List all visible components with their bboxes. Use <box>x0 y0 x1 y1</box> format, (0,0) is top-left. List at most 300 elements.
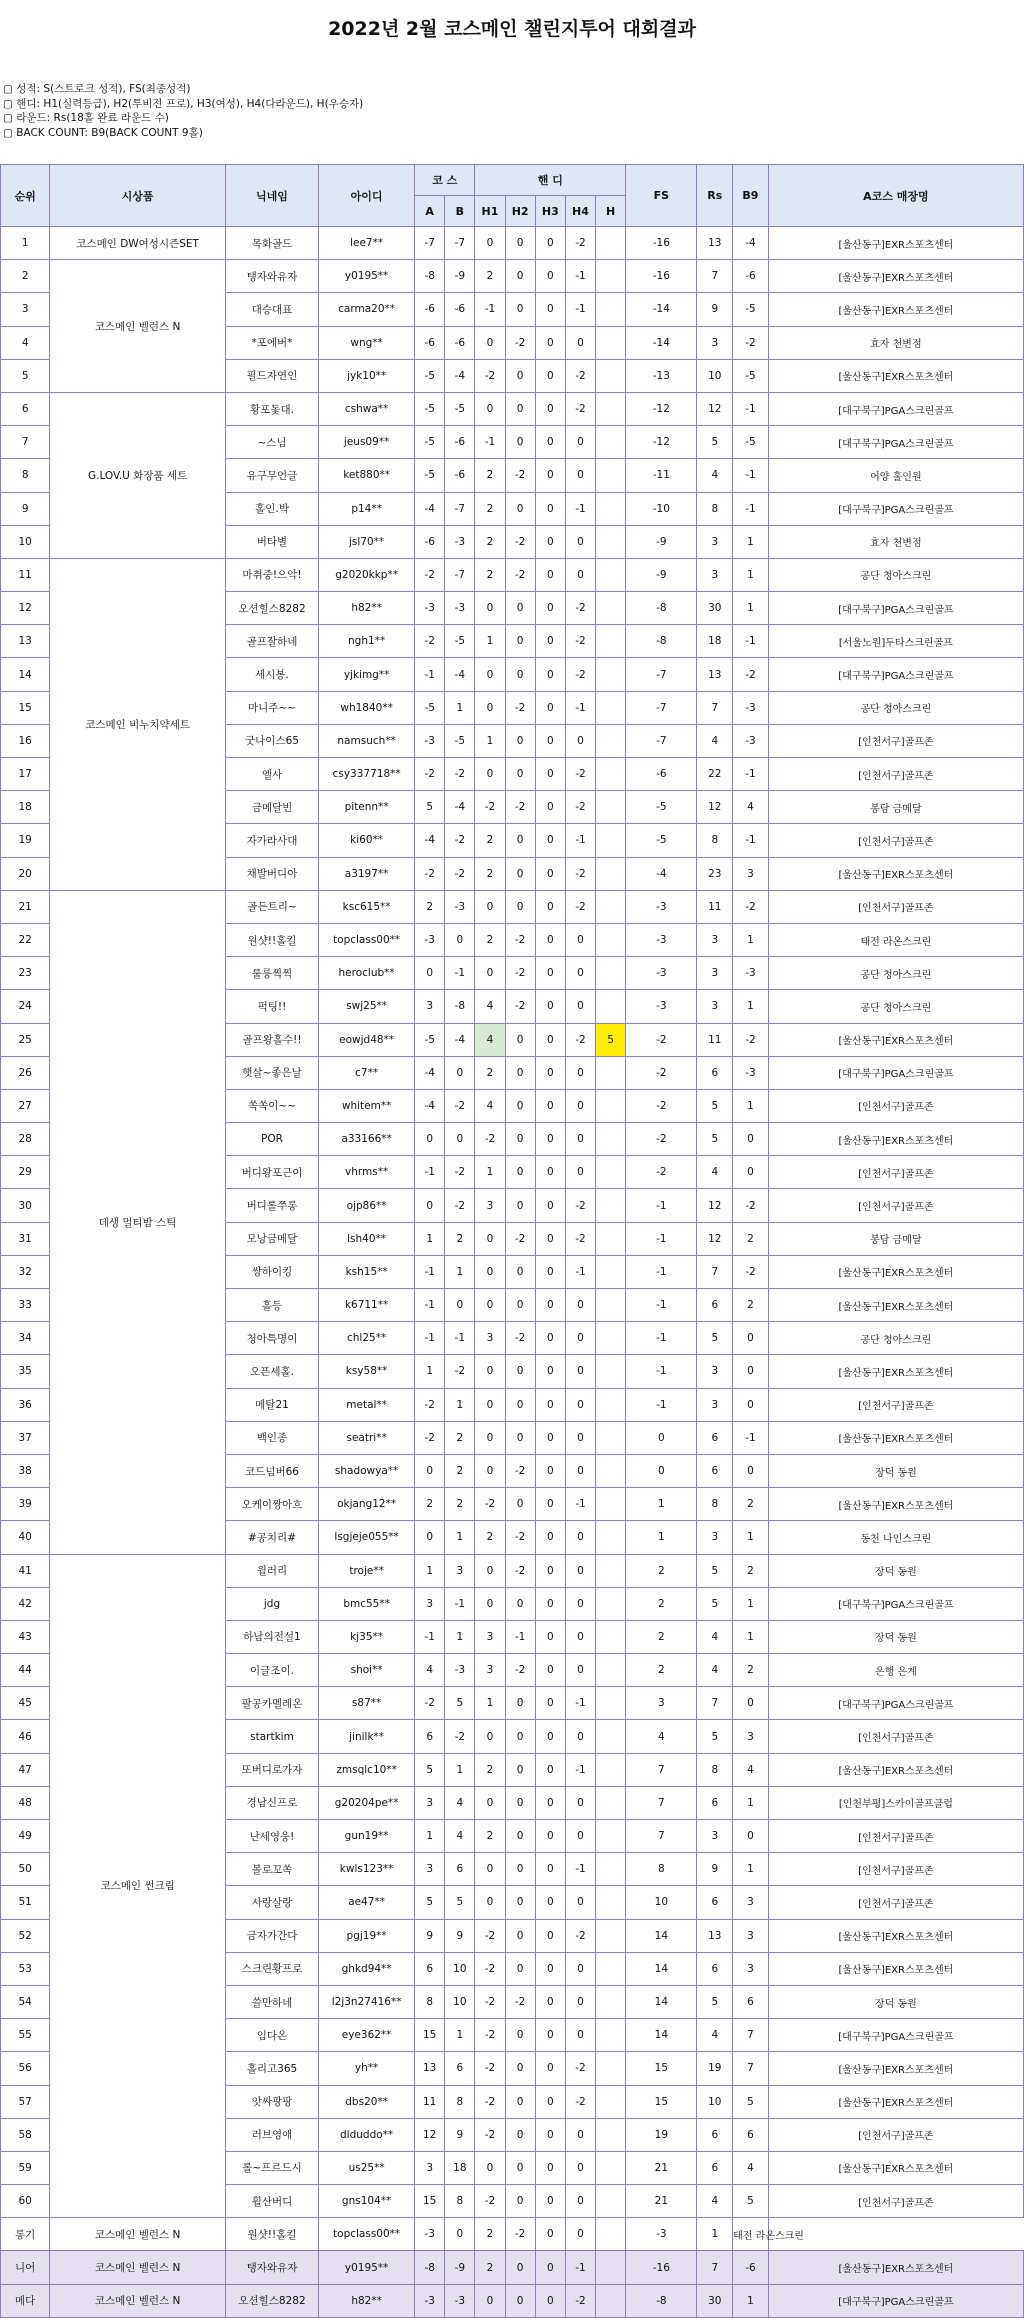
cell-fs: -3 <box>626 990 697 1023</box>
cell-id: y0195** <box>319 260 415 293</box>
cell-b9: -6 <box>733 260 769 293</box>
cell-fs: -2 <box>626 1089 697 1122</box>
cell-a: topclass00** <box>319 2218 415 2251</box>
cell-h3: 0 <box>535 1222 565 1255</box>
cell-h2: -2 <box>505 957 535 990</box>
cell-fs: -2 <box>626 1056 697 1089</box>
cell-b9: -2 <box>733 1255 769 1288</box>
cell-a: 15 <box>415 2185 445 2218</box>
cell-fs: -1 <box>626 1289 697 1322</box>
cell-h3: 0 <box>535 1952 565 1985</box>
cell-b: 6 <box>445 2052 475 2085</box>
cell-h2: 0 <box>505 227 535 260</box>
cell-h3: 0 <box>535 1289 565 1322</box>
cell-a: -2 <box>415 758 445 791</box>
cell-shop: [대구북구]PGA스크린골프 <box>768 2284 1023 2317</box>
cell-nickname: 임다온 <box>225 2019 318 2052</box>
cell-rank: 9 <box>1 492 50 525</box>
cell-id: ksy58** <box>319 1355 415 1388</box>
cell-b9: 0 <box>733 1820 769 1853</box>
cell-rs: 7 <box>697 1255 733 1288</box>
cell-h4: -1 <box>565 1255 595 1288</box>
cell-rs: 4 <box>697 1654 733 1687</box>
cell-b: 0 <box>445 1289 475 1322</box>
cell-rs: 11 <box>697 1023 733 1056</box>
cell-nickname: 골프왕홀수!! <box>225 1023 318 1056</box>
cell-id: gun19** <box>319 1820 415 1853</box>
cell-fs: 1 <box>626 1488 697 1521</box>
cell-h4: 0 <box>565 990 595 1023</box>
cell-fs: -16 <box>626 2251 697 2284</box>
cell-h3: 0 <box>535 1023 565 1056</box>
table-row <box>1 2251 1024 2284</box>
cell-rank: 6 <box>1 392 50 425</box>
cell-shop: [울산동구]EXR스포츠센터 <box>768 227 1023 260</box>
cell-h2: 0 <box>505 824 535 857</box>
cell-shop: 효자 천변점 <box>768 326 1023 359</box>
cell-a: -5 <box>415 1023 445 1056</box>
cell-a: -3 <box>415 592 445 625</box>
cell-h1: 0 <box>475 227 505 260</box>
cell-b: 10 <box>445 1985 475 2018</box>
cell-a: 1 <box>415 1222 445 1255</box>
cell-shop: [인천서구]골프존 <box>768 1189 1023 1222</box>
cell-a: -5 <box>415 392 445 425</box>
cell-h2: 0 <box>505 1919 535 1952</box>
cell-b: 5 <box>445 1687 475 1720</box>
cell-a: 5 <box>415 791 445 824</box>
cell-nickname: 세시봉. <box>225 658 318 691</box>
cell-rs: 11 <box>697 890 733 923</box>
cell-b: 10 <box>445 1952 475 1985</box>
cell-b: 5 <box>445 1886 475 1919</box>
cell-b: -8 <box>445 990 475 1023</box>
cell-nickname: 오픈세홀. <box>225 1355 318 1388</box>
cell-h2: 0 <box>505 1421 535 1454</box>
cell-nickname: 목화골드 <box>225 227 318 260</box>
cell-nickname: 골든트리~ <box>225 890 318 923</box>
cell-b: -1 <box>445 1322 475 1355</box>
cell-b: -3 <box>415 2218 445 2251</box>
cell-b: 0 <box>445 1056 475 1089</box>
cell-b9: 0 <box>733 1322 769 1355</box>
cell-shop: [인천서구]골프존 <box>768 1720 1023 1753</box>
cell-rs: 3 <box>697 957 733 990</box>
cell-a: 9 <box>415 1919 445 1952</box>
cell-rank: 니어 <box>1 2251 50 2284</box>
cell-a: -2 <box>415 857 445 890</box>
cell-h3: 0 <box>535 1720 565 1753</box>
cell-a: 3 <box>415 1853 445 1886</box>
cell-a: -6 <box>415 525 445 558</box>
cell-h3: 0 <box>535 525 565 558</box>
cell-h4: -2 <box>565 890 595 923</box>
cell-shop: [인천부평]스카이골프클럽 <box>768 1786 1023 1819</box>
cell-nickname: 채발버디아 <box>225 857 318 890</box>
cell-h1: 2 <box>475 1753 505 1786</box>
cell-fs: 2 <box>626 1587 697 1620</box>
cell-rs: 9 <box>697 293 733 326</box>
cell-h2: 0 <box>505 890 535 923</box>
cell-b: -7 <box>445 492 475 525</box>
cell-fs: -4 <box>626 857 697 890</box>
cell-h1: -2 <box>475 1123 505 1156</box>
cell-h4: 0 <box>565 1289 595 1322</box>
cell-a: -4 <box>415 1056 445 1089</box>
cell-h4: 0 <box>565 2151 595 2184</box>
cell-a: -5 <box>415 426 445 459</box>
cell-shop: [대구북구]PGA스크린골프 <box>768 1587 1023 1620</box>
cell-id: c7** <box>319 1056 415 1089</box>
cell-h1: 4 <box>475 1023 505 1056</box>
cell-shop: [울산동구]EXR스포츠센터 <box>768 1255 1023 1288</box>
cell-nickname: 쓸만하네 <box>225 1985 318 2018</box>
cell-id: heroclub** <box>319 957 415 990</box>
cell-h3: 0 <box>535 1355 565 1388</box>
cell-a: 4 <box>415 1654 445 1687</box>
cell-h1: 2 <box>475 2251 505 2284</box>
header-prize: 시상품 <box>50 165 226 227</box>
cell-h1: 2 <box>475 857 505 890</box>
cell-h4: -2 <box>565 2052 595 2085</box>
cell-id: gns104** <box>319 2185 415 2218</box>
cell-a: 2 <box>415 890 445 923</box>
cell-a: -8 <box>415 260 445 293</box>
cell-h4: 0 <box>565 1123 595 1156</box>
cell-b9: -1 <box>733 459 769 492</box>
cell-id: chl25** <box>319 1322 415 1355</box>
cell-rank: 60 <box>1 2185 50 2218</box>
cell-h <box>596 1156 626 1189</box>
cell-h <box>596 658 626 691</box>
cell-h2: -2 <box>505 525 535 558</box>
cell-rank: 21 <box>1 890 50 923</box>
cell-h1: 1 <box>475 1156 505 1189</box>
cell-h <box>596 359 626 392</box>
cell-id: jeus09** <box>319 426 415 459</box>
cell-h3: 0 <box>535 923 565 956</box>
cell-rs: 19 <box>697 2052 733 2085</box>
cell-b9: -5 <box>733 293 769 326</box>
cell-id: bmc55** <box>319 1587 415 1620</box>
cell-nickname: 경남신프로 <box>225 1786 318 1819</box>
cell-h1: 1 <box>475 724 505 757</box>
cell-id: whitem** <box>319 1089 415 1122</box>
cell-h <box>596 1554 626 1587</box>
cell-id: okjang12** <box>319 1488 415 1521</box>
cell-b9: 1 <box>733 2284 769 2317</box>
cell-h3: 0 <box>535 1654 565 1687</box>
cell-shop: 태전 라온스크린 <box>768 923 1023 956</box>
cell-h <box>596 1421 626 1454</box>
cell-h2: 0 <box>505 1687 535 1720</box>
cell-h2: -2 <box>505 1554 535 1587</box>
cell-nickname: 쏙쏙이~~ <box>225 1089 318 1122</box>
cell-fs: -7 <box>626 691 697 724</box>
cell-h2: -2 <box>505 1454 535 1487</box>
cell-h2: 0 <box>505 1089 535 1122</box>
cell-rs: 6 <box>697 1786 733 1819</box>
cell-rank: 50 <box>1 1853 50 1886</box>
cell-shop: [울산동구]EXR스포츠센터 <box>768 1952 1023 1985</box>
cell-id: lee7** <box>319 227 415 260</box>
cell-h1: 2 <box>475 459 505 492</box>
cell-h3: 0 <box>535 426 565 459</box>
cell-b: -3 <box>445 2284 475 2317</box>
cell-h4: 0 <box>565 1952 595 1985</box>
cell-h2: -2 <box>505 459 535 492</box>
cell-id: yh** <box>319 2052 415 2085</box>
results-body <box>1 227 1024 2318</box>
cell-h3: 0 <box>535 691 565 724</box>
cell-rs: 13 <box>697 1919 733 1952</box>
cell-rs: 7 <box>697 1687 733 1720</box>
cell-nickname: 홀리고365 <box>225 2052 318 2085</box>
cell-h <box>596 227 626 260</box>
header-fs: FS <box>626 165 697 227</box>
cell-fs: -1 <box>626 1189 697 1222</box>
cell-h <box>596 1720 626 1753</box>
cell-h4: 0 <box>565 1654 595 1687</box>
cell-fs: 2 <box>626 1654 697 1687</box>
cell-h3: 0 <box>535 326 565 359</box>
cell-id: jyk10** <box>319 359 415 392</box>
cell-nickname: 굿나이스65 <box>225 724 318 757</box>
cell-h4: -1 <box>565 492 595 525</box>
cell-h1: -2 <box>475 359 505 392</box>
cell-nickname: 금메달빈 <box>225 791 318 824</box>
cell-fs: 14 <box>626 1919 697 1952</box>
cell-rs: 6 <box>697 2118 733 2151</box>
cell-h4: 0 <box>565 426 595 459</box>
cell-prize: 데생 멀티밤 스틱 <box>50 890 226 1554</box>
cell-id: h82** <box>319 592 415 625</box>
cell-shop: 효자 천변점 <box>768 525 1023 558</box>
cell-h1: 0 <box>475 957 505 990</box>
cell-id: swj25** <box>319 990 415 1023</box>
cell-h2: 0 <box>505 1355 535 1388</box>
cell-h <box>596 1089 626 1122</box>
cell-h <box>596 1388 626 1421</box>
cell-rs: 5 <box>697 1322 733 1355</box>
cell-rs: 7 <box>697 691 733 724</box>
cell-fs: 14 <box>626 2019 697 2052</box>
cell-fs: -11 <box>626 459 697 492</box>
cell-b9: 1 <box>733 1089 769 1122</box>
cell-fs: 0 <box>626 1421 697 1454</box>
header-h2: H2 <box>505 196 535 227</box>
cell-h <box>596 1919 626 1952</box>
cell-b: -9 <box>445 2251 475 2284</box>
cell-b9: 6 <box>733 1985 769 2018</box>
cell-h <box>596 2019 626 2052</box>
cell-shop: [울산동구]EXR스포츠센터 <box>768 2151 1023 2184</box>
cell-b: -5 <box>445 392 475 425</box>
cell-a: -3 <box>415 2284 445 2317</box>
cell-b9: -2 <box>733 658 769 691</box>
cell-h3: 0 <box>535 1554 565 1587</box>
cell-h4: 0 <box>565 1720 595 1753</box>
cell-rank: 37 <box>1 1421 50 1454</box>
cell-h4: -2 <box>565 592 595 625</box>
cell-h4: -2 <box>565 658 595 691</box>
cell-id: namsuch** <box>319 724 415 757</box>
cell-h2: 0 <box>505 1786 535 1819</box>
cell-fs: -5 <box>626 791 697 824</box>
cell-rank: 36 <box>1 1388 50 1421</box>
cell-h <box>596 923 626 956</box>
cell-h3: 0 <box>535 459 565 492</box>
cell-rank: 22 <box>1 923 50 956</box>
cell-h <box>596 1786 626 1819</box>
cell-b: -5 <box>445 724 475 757</box>
cell-nickname: #공치리# <box>225 1521 318 1554</box>
cell-h1: -2 <box>475 1488 505 1521</box>
cell-h4: -2 <box>565 2085 595 2118</box>
cell-id: a3197** <box>319 857 415 890</box>
cell-h <box>596 1587 626 1620</box>
cell-h2: 0 <box>505 1853 535 1886</box>
cell-h4: 0 <box>565 957 595 990</box>
cell-h <box>596 1654 626 1687</box>
cell-h1: 3 <box>475 1322 505 1355</box>
cell-shop: [인천서구]골프존 <box>768 724 1023 757</box>
cell-h4: 0 <box>565 2185 595 2218</box>
header-h: H <box>596 196 626 227</box>
cell-h <box>596 691 626 724</box>
cell-a: 1 <box>415 1820 445 1853</box>
cell-rs: 6 <box>697 1952 733 1985</box>
cell-rank: 3 <box>1 293 50 326</box>
cell-id: troje** <box>319 1554 415 1587</box>
cell-shop: [인천서구]골프존 <box>768 1156 1023 1189</box>
cell-h3: 0 <box>535 1454 565 1487</box>
cell-a: 3 <box>415 990 445 1023</box>
cell-b: -1 <box>445 1587 475 1620</box>
cell-h4: 0 <box>535 2218 565 2251</box>
cell-b9: 2 <box>733 1488 769 1521</box>
cell-h2: 0 <box>505 260 535 293</box>
cell-a: -6 <box>415 293 445 326</box>
header-handi: 핸 디 <box>475 165 626 196</box>
cell-b9: -3 <box>733 724 769 757</box>
cell-id: cshwa** <box>319 392 415 425</box>
cell-b9: -1 <box>733 1421 769 1454</box>
cell-rank: 19 <box>1 824 50 857</box>
cell-h1: 3 <box>475 1189 505 1222</box>
cell-shop: 동천 나인스크린 <box>768 1521 1023 1554</box>
cell-h3: 0 <box>535 890 565 923</box>
cell-rs: 12 <box>697 1222 733 1255</box>
cell-rank: 11 <box>1 558 50 591</box>
cell-h4: -1 <box>565 1853 595 1886</box>
cell-h2: 0 <box>505 1488 535 1521</box>
cell-h1: -2 <box>475 2118 505 2151</box>
cell-h <box>596 426 626 459</box>
cell-b9: 7 <box>733 2052 769 2085</box>
cell-id: ki60** <box>319 824 415 857</box>
cell-id: h82** <box>319 2284 415 2317</box>
cell-shop: [대구북구]PGA스크린골프 <box>768 492 1023 525</box>
cell-b9: 3 <box>733 1886 769 1919</box>
cell-b9: -4 <box>733 227 769 260</box>
cell-b9: -1 <box>733 392 769 425</box>
cell-h4: 0 <box>565 724 595 757</box>
cell-fs: 14 <box>626 1985 697 2018</box>
cell-b9: 1 <box>733 923 769 956</box>
cell-h4: 0 <box>565 1056 595 1089</box>
cell-rs: 4 <box>697 1620 733 1653</box>
cell-fs: -3 <box>626 890 697 923</box>
cell-shop: [울산동구]EXR스포츠센터 <box>768 1753 1023 1786</box>
cell-b9: 1 <box>733 525 769 558</box>
cell-h2: 0 <box>505 1753 535 1786</box>
cell-a: -5 <box>415 359 445 392</box>
cell-fs: 2 <box>626 1620 697 1653</box>
cell-nickname: 롤~프르드시 <box>225 2151 318 2184</box>
cell-h1: 2 <box>475 1521 505 1554</box>
cell-h1: 4 <box>475 1089 505 1122</box>
cell-nickname: 황포돛대. <box>225 392 318 425</box>
cell-rank: 44 <box>1 1654 50 1687</box>
cell-fs: -2 <box>626 1023 697 1056</box>
cell-fs: 19 <box>626 2118 697 2151</box>
cell-nickname: 앗싸팡팡 <box>225 2085 318 2118</box>
cell-fs: -12 <box>626 426 697 459</box>
cell-a: 6 <box>415 1720 445 1753</box>
cell-a: 0 <box>415 1123 445 1156</box>
cell-fs: -2 <box>626 1156 697 1189</box>
cell-b9: 3 <box>733 1919 769 1952</box>
cell-b9: 0 <box>733 1454 769 1487</box>
cell-shop: [대구북구]PGA스크린골프 <box>768 1056 1023 1089</box>
cell-nickname: POR <box>225 1123 318 1156</box>
cell-id: dbs20** <box>319 2085 415 2118</box>
cell-nickname: *포에버* <box>225 326 318 359</box>
header-a: A <box>415 196 445 227</box>
cell-h3: 0 <box>535 558 565 591</box>
cell-h1: -2 <box>475 2085 505 2118</box>
cell-h2: 0 <box>505 2019 535 2052</box>
cell-nickname: 러브영애 <box>225 2118 318 2151</box>
cell-rs: 22 <box>697 758 733 791</box>
cell-id: k6711** <box>319 1289 415 1322</box>
cell-nickname: startkim <box>225 1720 318 1753</box>
cell-rank: 52 <box>1 1919 50 1952</box>
cell-a: -1 <box>415 658 445 691</box>
cell-b: 4 <box>445 1820 475 1853</box>
cell-rs: 12 <box>697 1189 733 1222</box>
cell-nickname: 버디롤쭈롱 <box>225 1189 318 1222</box>
cell-h3: 0 <box>535 2151 565 2184</box>
cell-rank: 23 <box>1 957 50 990</box>
cell-h3: 0 <box>535 1853 565 1886</box>
cell-prize: G.LOV.U 화장품 세트 <box>50 392 226 558</box>
cell-rs: 9 <box>697 1853 733 1886</box>
cell-a: 8 <box>415 1985 445 2018</box>
cell-h2: -2 <box>505 326 535 359</box>
header-b9: B9 <box>733 165 769 227</box>
cell-a: -2 <box>415 1388 445 1421</box>
cell-h2: 0 <box>505 1156 535 1189</box>
cell-b9: -2 <box>733 326 769 359</box>
cell-id: a33166** <box>319 1123 415 1156</box>
cell-nickname: 코드넘버66 <box>225 1454 318 1487</box>
cell-a: -1 <box>415 1322 445 1355</box>
cell-h1: 2 <box>475 824 505 857</box>
cell-b: 1 <box>445 2019 475 2052</box>
cell-h <box>596 1952 626 1985</box>
